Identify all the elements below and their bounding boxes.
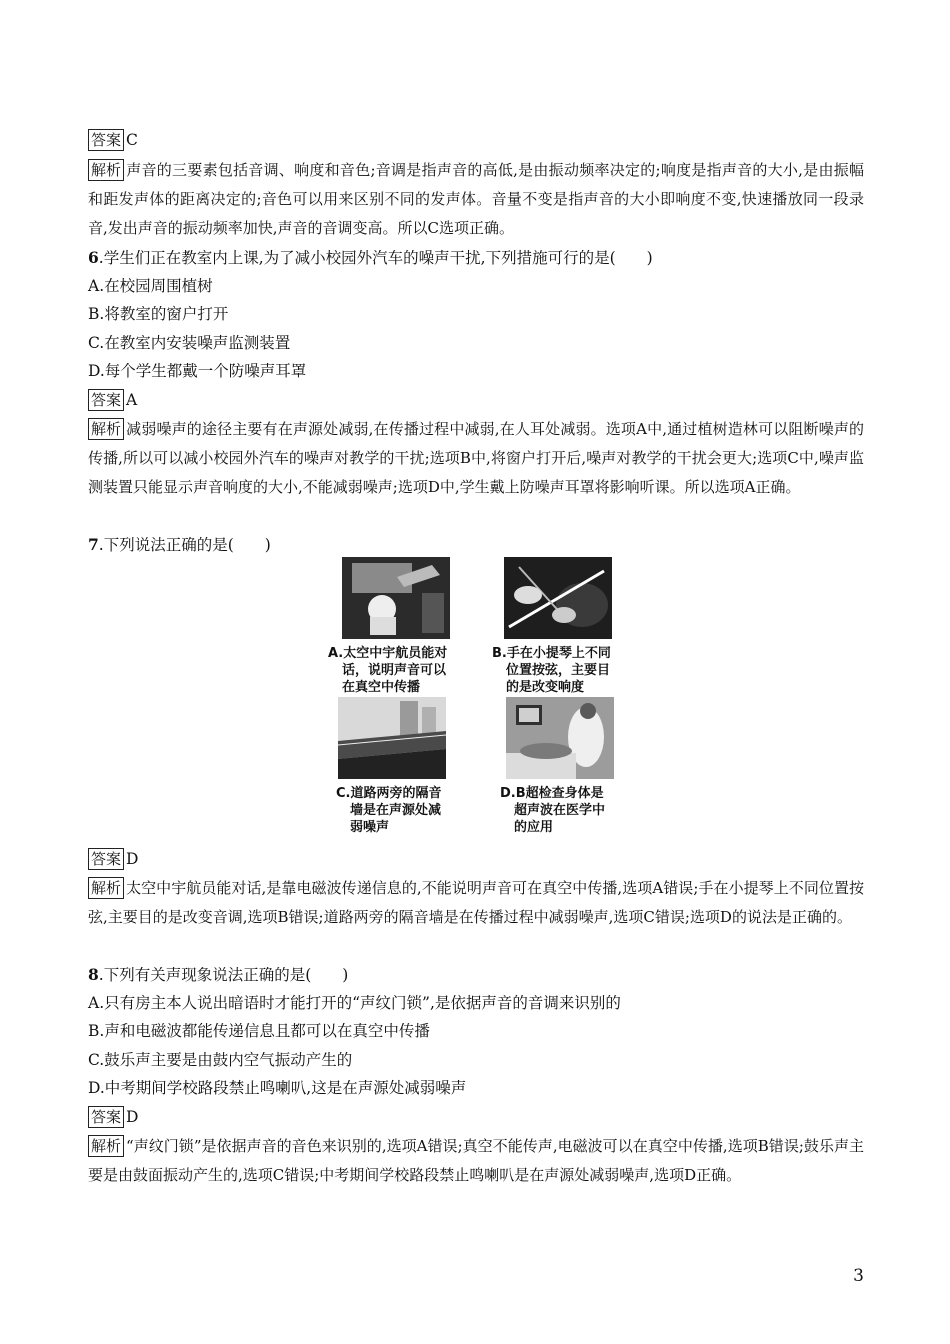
q6-stem-text: .学生们正在教室内上课,为了减小校园外汽车的噪声干扰,下列措施可行的是( ) [98,249,653,267]
q8-stem-text: .下列有关声现象说法正确的是( ) [98,966,349,984]
analysis-tag: 解析 [88,1135,124,1157]
caption-c-line1: C.道路两旁的隔音 [336,786,442,801]
q7-stem-text: .下列说法正确的是( ) [98,536,271,554]
q6-analysis [88,415,864,502]
answer-tag: 答案 [88,848,124,870]
caption-a-line1: A.太空中宇航员能对 [328,646,448,661]
caption-a-line3: 在真空中传播 [342,680,421,695]
answer-tag: 答案 [88,129,124,151]
q6-answer: A [126,391,138,409]
q6-answer-line [88,386,866,415]
q8-answer-line [88,1103,866,1132]
caption-b-line2: 位置按弦，主要目 [506,663,611,678]
q8-analysis-text: “声纹门锁”是依据声音的音色来识别的,选项A错误;真空不能传声,电磁波可以在真空中传播,选项B错误;鼓乐声主要是由鼓面振动产生的,选项C错误;中考期间学校路段禁止鸣喇叭是在声源处减弱噪声,选项D正确。 [88,1137,864,1184]
answer-tag: 答案 [88,389,124,411]
caption-c-line3: 弱噪声 [350,820,390,835]
q8-number: 8 [88,965,99,984]
q5-answer-line [88,126,866,155]
caption-a [328,645,468,696]
q8-option-c: C.鼓乐声主要是由鼓内空气振动产生的 [88,1051,353,1069]
analysis-tag: 解析 [88,877,124,899]
q6-stem [88,243,866,273]
q8-option-a: A.只有房主本人说出暗语时才能打开的“声纹门锁”,是依据声音的音调来识别的 [88,994,621,1012]
page-number: 3 [853,1266,864,1286]
caption-b-line1: B.手在小提琴上不同 [492,646,611,661]
q8-answer: D [126,1108,139,1126]
ultrasound-photo [506,697,614,779]
caption-a-line2: 话，说明声音可以 [342,663,447,678]
q5-analysis [88,156,864,243]
caption-c [336,785,476,836]
violin-photo [504,557,612,639]
sound-barrier-photo [338,697,446,779]
q6-option-c: C.在教室内安装噪声监测装置 [88,334,291,352]
q6-analysis-text: 减弱噪声的途径主要有在声源处减弱,在传播过程中减弱,在人耳处减弱。选项A中,通过植树造林可以阻断噪声的传播,所以可以减小校园外汽车的噪声对教学的干扰;选项B中,将窗户打开后,噪声对教学的干扰会更大;选项C中,噪声监测装置只能显示声音响度的大小,不能减弱噪声;选项D中,学生戴上防噪声耳罩将影响听课。所以选项A正确。 [88,420,864,496]
q5-answer: C [126,131,138,149]
q8-analysis [88,1132,864,1190]
q8-option-d: D.中考期间学校路段禁止鸣喇叭,这是在声源处减弱噪声 [88,1079,467,1097]
q6-number: 6 [88,248,99,267]
q8-option-b: B.声和电磁波都能传递信息且都可以在真空中传播 [88,1022,430,1040]
q8-stem [88,960,866,990]
caption-d-line1: D.B超检查身体是 [500,786,604,801]
caption-d-line2: 超声波在医学中 [514,803,606,818]
answer-tag: 答案 [88,1106,124,1128]
caption-d [500,785,640,836]
caption-b [492,645,632,696]
caption-d-line3: 的应用 [514,820,554,835]
q7-figure [320,555,630,840]
q7-answer: D [126,850,139,868]
q6-option-b: B.将教室的窗户打开 [88,305,229,323]
q7-analysis [88,874,864,932]
q7-analysis-text: 太空中宇航员能对话,是靠电磁波传递信息的,不能说明声音可在真空中传播,选项A错误;手在小提琴上不同位置按弦,主要目的是改变音调,选项B错误;道路两旁的隔音墙是在传播过程中减弱噪声,选项C错误;选项D的说法是正确的。 [88,879,864,926]
analysis-tag: 解析 [88,159,124,181]
q6-option-d: D.每个学生都戴一个防噪声耳罩 [88,362,307,380]
q7-number: 7 [88,535,99,554]
q5-analysis-text: 声音的三要素包括音调、响度和音色;音调是指声音的高低,是由振动频率决定的;响度是指声音的大小,是由振幅和距发声体的距离决定的;音色可以用来区别不同的发声体。音量不变是指声音的大小即响度不变,快速播放同一段录音,发出声音的振动频率加快,声音的音调变高。所以C选项正确。 [88,161,864,237]
astronaut-photo [342,557,450,639]
q7-answer-line [88,845,866,874]
analysis-tag: 解析 [88,418,124,440]
caption-b-line3: 的是改变响度 [506,680,585,695]
caption-c-line2: 墙是在声源处减 [350,803,442,818]
q6-option-a: A.在校园周围植树 [88,277,213,295]
